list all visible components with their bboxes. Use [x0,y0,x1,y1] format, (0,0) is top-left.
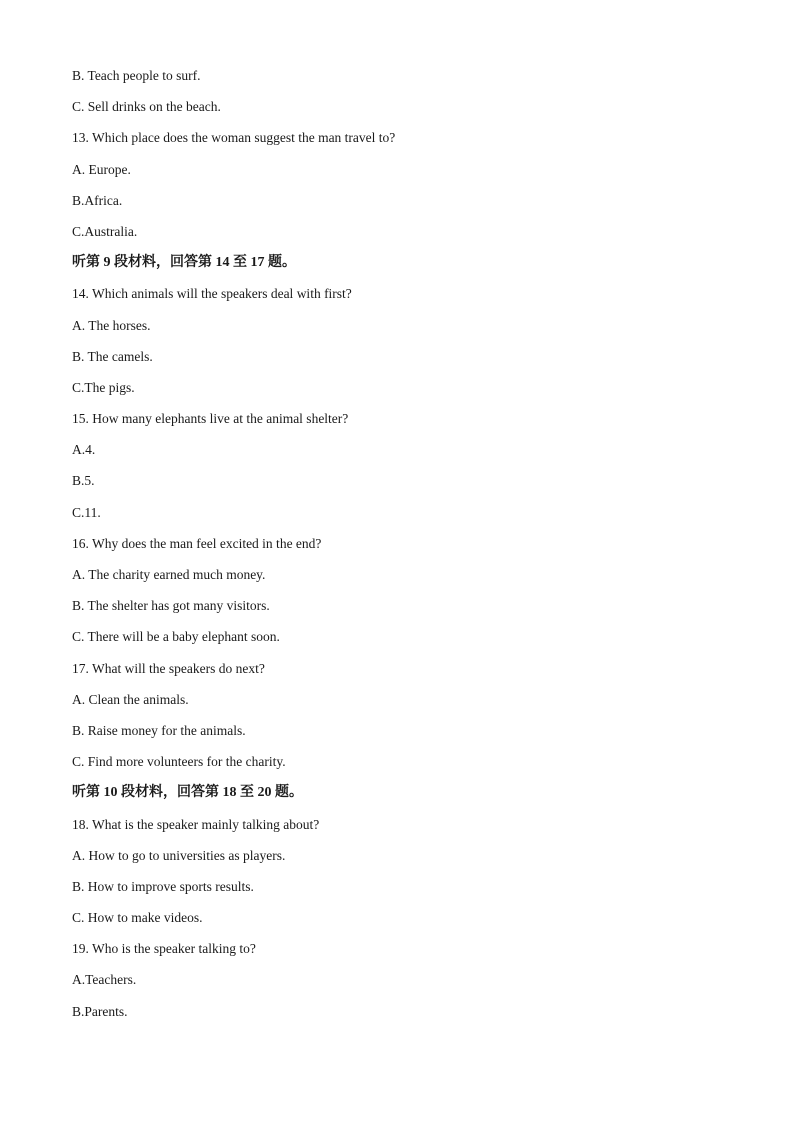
option-12c: C. Sell drinks on the beach. [72,99,221,115]
option-18a: A. How to go to universities as players. [72,847,286,863]
option-13b: B.Africa. [72,192,123,208]
option-13c: C.Australia. [72,223,138,239]
option-13a: A. Europe. [72,161,131,177]
question-17: 17. What will the speakers do next? [72,660,265,676]
option-12b: B. Teach people to surf. [72,68,201,83]
section-heading-9: 听第 9 段材料，回答第 14 至 17 题。 [72,255,296,271]
option-14c: C.The pigs. [72,379,135,395]
option-19a: A.Teachers. [72,972,137,988]
option-18b: B. How to improve sports results. [72,878,254,894]
document-page [72,66,722,1033]
option-17b: B. Raise money for the animals. [72,722,246,738]
option-14a: A. The horses. [72,317,151,333]
question-18: 18. What is the speaker mainly talking about? [72,816,320,832]
option-14b: B. The camels. [72,348,153,364]
option-17a: A. Clean the animals. [72,691,189,707]
option-16c: C. There will be a baby elephant soon. [72,629,280,645]
option-15b: B.5. [72,473,95,489]
option-18c: C. How to make videos. [72,910,203,926]
section-heading-10: 听第 10 段材料，回答第 18 至 20 题。 [72,785,303,801]
question-14: 14. Which animals will the speakers deal with first? [72,286,352,302]
option-19b: B.Parents. [72,1003,128,1019]
question-16: 16. Why does the man feel excited in the end? [72,535,322,551]
option-15c: C.11. [72,504,101,520]
question-19: 19. Who is the speaker talking to? [72,941,256,957]
question-15: 15. How many elephants live at the animal shelter? [72,411,349,427]
option-16a: A. The charity earned much money. [72,567,266,582]
option-15a: A.4. [72,442,96,458]
option-17c: C. Find more volunteers for the charity. [72,754,286,770]
question-13: 13. Which place does the woman suggest the man travel to? [72,130,396,146]
option-16b: B. The shelter has got many visitors. [72,598,270,614]
